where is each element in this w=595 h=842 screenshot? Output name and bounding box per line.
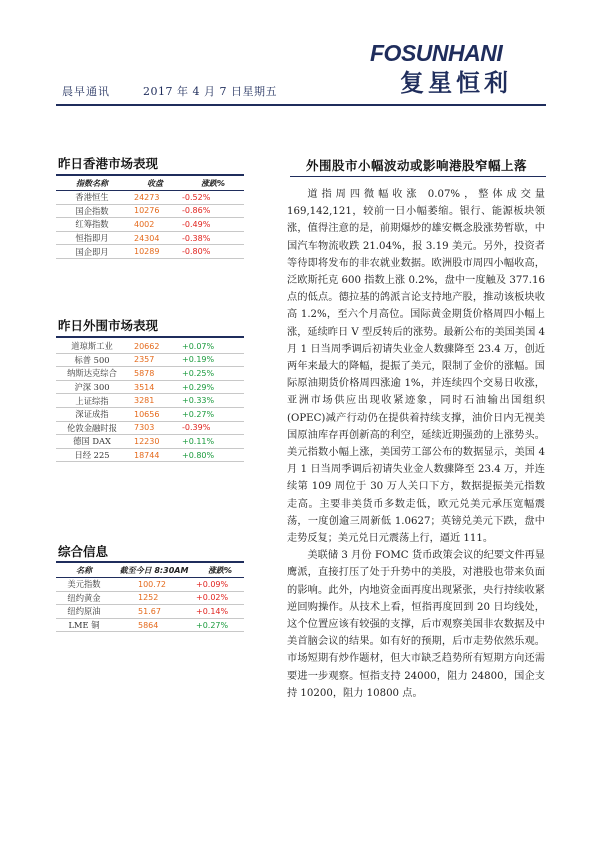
table-header-row: [56, 564, 244, 578]
item-value: 5864: [112, 618, 196, 632]
col-header-change: 涨跌%: [196, 564, 244, 578]
foreign-market-table: [56, 340, 244, 462]
table-row: [56, 353, 244, 367]
table-row: [56, 591, 244, 605]
hk-market-table: [56, 177, 244, 259]
index-name: 深证成指: [56, 407, 128, 421]
table-row: [56, 218, 244, 232]
index-close: 10289: [128, 245, 182, 259]
index-close: 24304: [128, 231, 182, 245]
table-row: [56, 367, 244, 381]
table-row: [56, 245, 244, 259]
item-value: 100.72: [112, 578, 196, 592]
newsletter-date: 2017 年 4 月 7 日星期五: [143, 85, 277, 98]
index-close: 10656: [128, 407, 182, 421]
article-paragraph: 道指周四微幅收涨 0.07%，整体成交量 169,142,121，较前一日小幅萎缩。银行、能源板块领涨，值得注意的是，前期爆炒的雄安概念股涨势暂歇，中国汽车物流收跌 21.04%，报 3.19 美元。另外，投资者等待即将发布的非农就业数据。欧洲股市周四小幅收高，泛欧斯托克 600 指数上涨 0.2%，盘中一度触及 377.16 点的低点。德拉基的鸽派言论支持地产股，推动该板块收高 1.2%，至六个月高位。国际黄金期货价格周四小幅上涨，延续昨日 V 型反转后的涨势。最新公布的美国美国 4 月 1 日当周季调后初请失业金人数骤降至 23.4 万，创近两年来最大的降幅，提振了美元，限制了金价的涨幅。国际原油期货价格周四涨逾 1%，并连续四个交易日收涨，亚洲市场供应出现收紧迹象，同时石油输出国组织(OPEC)减产行动仍在提供着持续支撑，油价日内无视美国原油库存再创新高的利空，延续近期强劲的上涨势头。美元指数小幅上涨，美国劳工部公布的数据显示，美国 4 月 1 日当周季调后初请失业金人数骤降至 23.4 万，并连续第 109 周位于 30 万人关口下方，数据提振美元指数走高。主要非美货币多数走低，欧元兑美元承压宽幅震荡，一度创逾三周新低 1.0627；英镑兑美元下跌，盘中走势反复；美元兑日元震荡上行，逼近 111。: [287, 189, 545, 545]
table-row: [56, 448, 244, 462]
col-header-name: 指数名称: [56, 177, 128, 191]
item-change: +0.02%: [196, 591, 244, 605]
item-name: 纽约原油: [56, 605, 112, 619]
foreign-market-divider: [56, 336, 244, 338]
col-header-close: 收盘: [128, 177, 182, 191]
article-body: [287, 186, 545, 702]
table-row: [56, 340, 244, 353]
index-change: -0.39%: [182, 421, 244, 435]
index-change: -0.52%: [182, 191, 244, 205]
index-name: 国企指数: [56, 204, 128, 218]
item-change: +0.09%: [196, 578, 244, 592]
item-name: 美元指数: [56, 578, 112, 592]
article-title: 外围股市小幅波动或影响港股窄幅上落: [306, 158, 528, 173]
item-name: LME 铜: [56, 618, 112, 632]
index-close: 7303: [128, 421, 182, 435]
item-change: +0.27%: [196, 618, 244, 632]
item-value: 51.67: [112, 605, 196, 619]
col-header-name: 名称: [56, 564, 112, 578]
index-name: 红筹指数: [56, 218, 128, 232]
index-name: 日经 225: [56, 448, 128, 462]
table-row: [56, 578, 244, 592]
fosun-hani-logo: [370, 40, 550, 98]
index-name: 道琼斯工业: [56, 340, 128, 353]
item-name: 纽约黄金: [56, 591, 112, 605]
table-row: [56, 605, 244, 619]
index-name: 恒指即月: [56, 231, 128, 245]
header-divider: [56, 104, 546, 106]
hk-market-divider: [56, 174, 244, 176]
index-change: +0.27%: [182, 407, 244, 421]
index-close: 10276: [128, 204, 182, 218]
logo-en-text: FOSUNHANI: [370, 40, 503, 66]
newsletter-title: 晨早通讯: [62, 85, 110, 98]
table-row: [56, 618, 244, 632]
index-name: 德国 DAX: [56, 435, 128, 449]
index-name: 沪深 300: [56, 380, 128, 394]
foreign-market-title: 昨日外围市场表现: [58, 318, 159, 333]
index-name: 香港恒生: [56, 191, 128, 205]
hk-market-title: 昨日香港市场表现: [58, 156, 159, 171]
item-value: 1252: [112, 591, 196, 605]
article-paragraph: 美联储 3 月份 FOMC 货币政策会议的纪要文件再显鹰派，直接打压了处于升势中的美股，对港股也带来负面的影响。此外，内地资金面再度出现紧张，央行持续收紧逆回购操作。从技术上看，恒指再度回到 20 日均线处，这个位置应该有较强的支撑，后市观察美国非农数据及中美首脑会议的结果。如有好的预期，后市走势依然乐观。市场短期有炒作题材，但大市缺乏趋势所有短期方向还需要进一步观察。恒指支持 24000，阻力 24800，国企支持 10200，阻力 10800 点。: [287, 550, 545, 699]
index-change: -0.86%: [182, 204, 244, 218]
index-change: +0.33%: [182, 394, 244, 408]
table-row: [56, 380, 244, 394]
table-row: [56, 421, 244, 435]
index-close: 12230: [128, 435, 182, 449]
index-change: +0.07%: [182, 340, 244, 353]
index-close: 24273: [128, 191, 182, 205]
table-row: [56, 407, 244, 421]
index-change: +0.19%: [182, 353, 244, 367]
index-close: 4002: [128, 218, 182, 232]
index-name: 上证综指: [56, 394, 128, 408]
index-close: 20662: [128, 340, 182, 353]
index-change: -0.49%: [182, 218, 244, 232]
item-change: +0.14%: [196, 605, 244, 619]
composite-info-table: [56, 564, 244, 632]
table-row: [56, 435, 244, 449]
col-header-change: 涨跌%: [182, 177, 244, 191]
index-name: 伦敦金融时报: [56, 421, 128, 435]
index-close: 18744: [128, 448, 182, 462]
index-change: +0.80%: [182, 448, 244, 462]
logo-cn-text: 复星恒利: [400, 69, 512, 97]
index-close: 2357: [128, 353, 182, 367]
table-header-row: [56, 177, 244, 191]
index-close: 3281: [128, 394, 182, 408]
index-name: 标普 500: [56, 353, 128, 367]
index-change: +0.11%: [182, 435, 244, 449]
table-row: [56, 394, 244, 408]
index-change: +0.29%: [182, 380, 244, 394]
index-name: 纳斯达克综合: [56, 367, 128, 381]
table-row: [56, 204, 244, 218]
composite-info-title: 综合信息: [58, 544, 109, 559]
col-header-close: 截至今日 8:30AM: [112, 564, 196, 578]
article-title-divider: [290, 176, 546, 177]
index-name: 国企即月: [56, 245, 128, 259]
index-change: +0.25%: [182, 367, 244, 381]
table-row: [56, 191, 244, 205]
composite-info-divider: [56, 561, 244, 563]
index-close: 3514: [128, 380, 182, 394]
index-change: -0.80%: [182, 245, 244, 259]
index-change: -0.38%: [182, 231, 244, 245]
index-close: 5878: [128, 367, 182, 381]
table-row: [56, 231, 244, 245]
